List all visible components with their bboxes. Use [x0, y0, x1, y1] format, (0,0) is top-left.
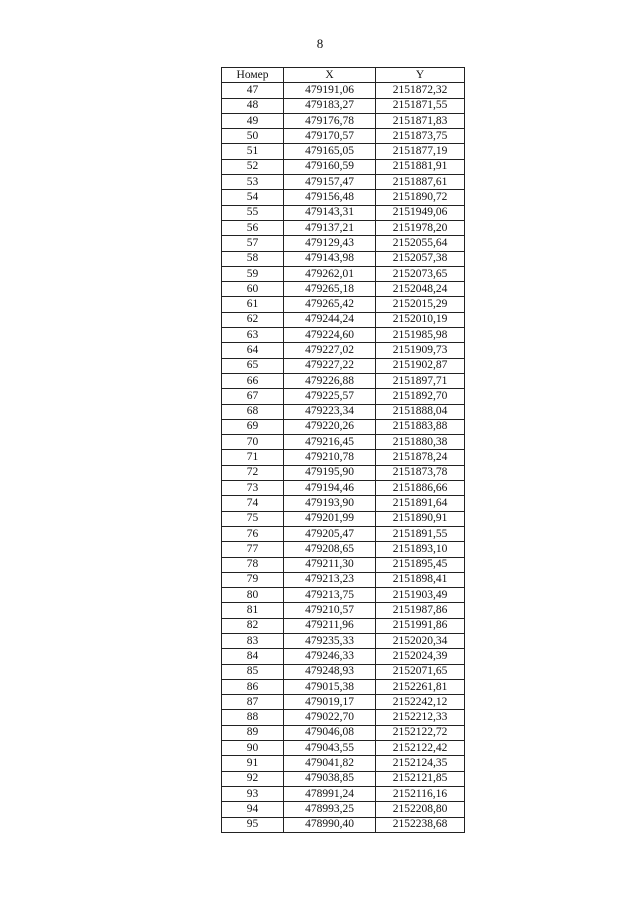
cell-y: 2151890,91 [376, 511, 465, 526]
cell-number: 50 [222, 129, 284, 144]
cell-x: 479211,30 [284, 557, 376, 572]
cell-x: 479244,24 [284, 312, 376, 327]
table-row [222, 419, 465, 434]
cell-number: 59 [222, 266, 284, 281]
table-row [222, 389, 465, 404]
cell-y: 2151891,55 [376, 526, 465, 541]
cell-y: 2151898,41 [376, 572, 465, 587]
cell-y: 2152071,65 [376, 664, 465, 679]
cell-number: 63 [222, 328, 284, 343]
header-number: Номер [222, 68, 284, 83]
table-row [222, 481, 465, 496]
table-row [222, 618, 465, 633]
cell-x: 479265,18 [284, 282, 376, 297]
cell-x: 479208,65 [284, 542, 376, 557]
cell-number: 74 [222, 496, 284, 511]
cell-number: 70 [222, 435, 284, 450]
cell-y: 2151991,86 [376, 618, 465, 633]
cell-x: 479170,57 [284, 129, 376, 144]
table-row [222, 358, 465, 373]
cell-y: 2151903,49 [376, 588, 465, 603]
table-row [222, 343, 465, 358]
cell-x: 479248,93 [284, 664, 376, 679]
cell-y: 2151897,71 [376, 373, 465, 388]
cell-y: 2152121,85 [376, 771, 465, 786]
cell-number: 75 [222, 511, 284, 526]
cell-x: 478991,24 [284, 786, 376, 801]
cell-x: 479262,01 [284, 266, 376, 281]
cell-number: 89 [222, 725, 284, 740]
cell-x: 479038,85 [284, 771, 376, 786]
page-number: 8 [316, 36, 324, 51]
table-row [222, 220, 465, 235]
cell-x: 479022,70 [284, 710, 376, 725]
cell-x: 479213,75 [284, 588, 376, 603]
table-row [222, 695, 465, 710]
table-row [222, 435, 465, 450]
cell-x: 479201,99 [284, 511, 376, 526]
cell-y: 2151887,61 [376, 175, 465, 190]
table-row [222, 175, 465, 190]
cell-x: 479224,60 [284, 328, 376, 343]
cell-number: 80 [222, 588, 284, 603]
cell-y: 2152122,42 [376, 741, 465, 756]
cell-y: 2152212,33 [376, 710, 465, 725]
cell-y: 2151949,06 [376, 205, 465, 220]
table-row [222, 542, 465, 557]
cell-x: 479211,96 [284, 618, 376, 633]
table-row [222, 679, 465, 694]
cell-x: 479183,27 [284, 98, 376, 113]
cell-x: 479046,08 [284, 725, 376, 740]
cell-y: 2151985,98 [376, 328, 465, 343]
table-header-row [222, 68, 465, 83]
cell-y: 2151888,04 [376, 404, 465, 419]
cell-y: 2152073,65 [376, 266, 465, 281]
cell-number: 48 [222, 98, 284, 113]
cell-number: 64 [222, 343, 284, 358]
cell-y: 2152015,29 [376, 297, 465, 312]
table-row [222, 266, 465, 281]
cell-x: 479156,48 [284, 190, 376, 205]
table-body [222, 83, 465, 833]
table-row [222, 557, 465, 572]
table-row [222, 741, 465, 756]
table-row [222, 404, 465, 419]
table-row [222, 496, 465, 511]
cell-y: 2152122,72 [376, 725, 465, 740]
cell-number: 69 [222, 419, 284, 434]
cell-y: 2151883,88 [376, 419, 465, 434]
table-row [222, 159, 465, 174]
cell-y: 2152124,35 [376, 756, 465, 771]
cell-number: 67 [222, 389, 284, 404]
cell-number: 93 [222, 786, 284, 801]
cell-number: 85 [222, 664, 284, 679]
cell-y: 2152010,19 [376, 312, 465, 327]
cell-x: 479265,42 [284, 297, 376, 312]
table-row [222, 588, 465, 603]
cell-number: 83 [222, 633, 284, 648]
table-row [222, 328, 465, 343]
cell-y: 2151892,70 [376, 389, 465, 404]
table-row [222, 786, 465, 801]
cell-number: 82 [222, 618, 284, 633]
cell-y: 2151893,10 [376, 542, 465, 557]
table-row [222, 802, 465, 817]
cell-y: 2151891,64 [376, 496, 465, 511]
table-row [222, 373, 465, 388]
cell-number: 88 [222, 710, 284, 725]
cell-x: 479143,98 [284, 251, 376, 266]
cell-number: 94 [222, 802, 284, 817]
table-row [222, 190, 465, 205]
cell-x: 479165,05 [284, 144, 376, 159]
cell-y: 2151880,38 [376, 435, 465, 450]
cell-number: 51 [222, 144, 284, 159]
cell-number: 60 [222, 282, 284, 297]
cell-x: 478990,40 [284, 817, 376, 832]
header-y: Y [376, 68, 465, 83]
cell-y: 2151909,73 [376, 343, 465, 358]
cell-x: 479194,46 [284, 481, 376, 496]
cell-x: 479205,47 [284, 526, 376, 541]
cell-y: 2152116,16 [376, 786, 465, 801]
cell-x: 479195,90 [284, 465, 376, 480]
table-row [222, 236, 465, 251]
cell-x: 478993,25 [284, 802, 376, 817]
table-row [222, 526, 465, 541]
cell-number: 72 [222, 465, 284, 480]
table-row [222, 83, 465, 98]
table-row [222, 633, 465, 648]
table-row [222, 297, 465, 312]
cell-x: 479216,45 [284, 435, 376, 450]
cell-y: 2151881,91 [376, 159, 465, 174]
cell-number: 68 [222, 404, 284, 419]
cell-x: 479226,88 [284, 373, 376, 388]
cell-number: 52 [222, 159, 284, 174]
cell-number: 58 [222, 251, 284, 266]
cell-y: 2151877,19 [376, 144, 465, 159]
cell-x: 479191,06 [284, 83, 376, 98]
cell-number: 87 [222, 695, 284, 710]
table-row [222, 251, 465, 266]
cell-y: 2152057,38 [376, 251, 465, 266]
cell-y: 2152242,12 [376, 695, 465, 710]
table-row [222, 664, 465, 679]
cell-y: 2152261,81 [376, 679, 465, 694]
cell-x: 479160,59 [284, 159, 376, 174]
cell-number: 54 [222, 190, 284, 205]
cell-y: 2151987,86 [376, 603, 465, 618]
table-row [222, 312, 465, 327]
table-row [222, 450, 465, 465]
header-x: X [284, 68, 376, 83]
cell-number: 61 [222, 297, 284, 312]
cell-number: 73 [222, 481, 284, 496]
table-row [222, 465, 465, 480]
cell-y: 2152238,68 [376, 817, 465, 832]
table-row [222, 649, 465, 664]
cell-x: 479041,82 [284, 756, 376, 771]
table-row [222, 98, 465, 113]
cell-y: 2151871,83 [376, 113, 465, 128]
cell-y: 2152024,39 [376, 649, 465, 664]
cell-x: 479225,57 [284, 389, 376, 404]
cell-number: 77 [222, 542, 284, 557]
table-row [222, 572, 465, 587]
cell-number: 92 [222, 771, 284, 786]
table-row [222, 282, 465, 297]
cell-number: 56 [222, 220, 284, 235]
cell-y: 2151873,78 [376, 465, 465, 480]
cell-y: 2151890,72 [376, 190, 465, 205]
cell-number: 78 [222, 557, 284, 572]
cell-x: 479143,31 [284, 205, 376, 220]
cell-number: 79 [222, 572, 284, 587]
cell-y: 2151872,32 [376, 83, 465, 98]
cell-number: 55 [222, 205, 284, 220]
table-row [222, 129, 465, 144]
table-row [222, 205, 465, 220]
table-row [222, 511, 465, 526]
cell-number: 84 [222, 649, 284, 664]
cell-x: 479220,26 [284, 419, 376, 434]
cell-y: 2151873,75 [376, 129, 465, 144]
cell-x: 479223,34 [284, 404, 376, 419]
cell-y: 2151878,24 [376, 450, 465, 465]
cell-x: 479137,21 [284, 220, 376, 235]
cell-y: 2152055,64 [376, 236, 465, 251]
cell-y: 2151895,45 [376, 557, 465, 572]
cell-x: 479157,47 [284, 175, 376, 190]
cell-x: 479193,90 [284, 496, 376, 511]
cell-number: 81 [222, 603, 284, 618]
cell-x: 479227,02 [284, 343, 376, 358]
cell-x: 479043,55 [284, 741, 376, 756]
cell-y: 2151871,55 [376, 98, 465, 113]
cell-number: 47 [222, 83, 284, 98]
cell-x: 479227,22 [284, 358, 376, 373]
coordinates-table [221, 67, 465, 833]
cell-x: 479015,38 [284, 679, 376, 694]
cell-number: 49 [222, 113, 284, 128]
cell-y: 2152048,24 [376, 282, 465, 297]
cell-y: 2151902,87 [376, 358, 465, 373]
cell-x: 479213,23 [284, 572, 376, 587]
cell-number: 91 [222, 756, 284, 771]
cell-number: 90 [222, 741, 284, 756]
cell-number: 86 [222, 679, 284, 694]
table-row [222, 725, 465, 740]
cell-y: 2151978,20 [376, 220, 465, 235]
cell-number: 76 [222, 526, 284, 541]
cell-number: 71 [222, 450, 284, 465]
table-row [222, 756, 465, 771]
cell-x: 479210,57 [284, 603, 376, 618]
cell-y: 2152020,34 [376, 633, 465, 648]
table-row [222, 710, 465, 725]
cell-y: 2152208,80 [376, 802, 465, 817]
table-row [222, 817, 465, 832]
cell-number: 66 [222, 373, 284, 388]
table-row [222, 144, 465, 159]
cell-x: 479176,78 [284, 113, 376, 128]
cell-x: 479246,33 [284, 649, 376, 664]
cell-number: 62 [222, 312, 284, 327]
cell-x: 479019,17 [284, 695, 376, 710]
cell-x: 479235,33 [284, 633, 376, 648]
table-row [222, 603, 465, 618]
cell-number: 65 [222, 358, 284, 373]
table-row [222, 113, 465, 128]
cell-y: 2151886,66 [376, 481, 465, 496]
table-row [222, 771, 465, 786]
cell-x: 479210,78 [284, 450, 376, 465]
cell-number: 53 [222, 175, 284, 190]
cell-x: 479129,43 [284, 236, 376, 251]
cell-number: 57 [222, 236, 284, 251]
cell-number: 95 [222, 817, 284, 832]
